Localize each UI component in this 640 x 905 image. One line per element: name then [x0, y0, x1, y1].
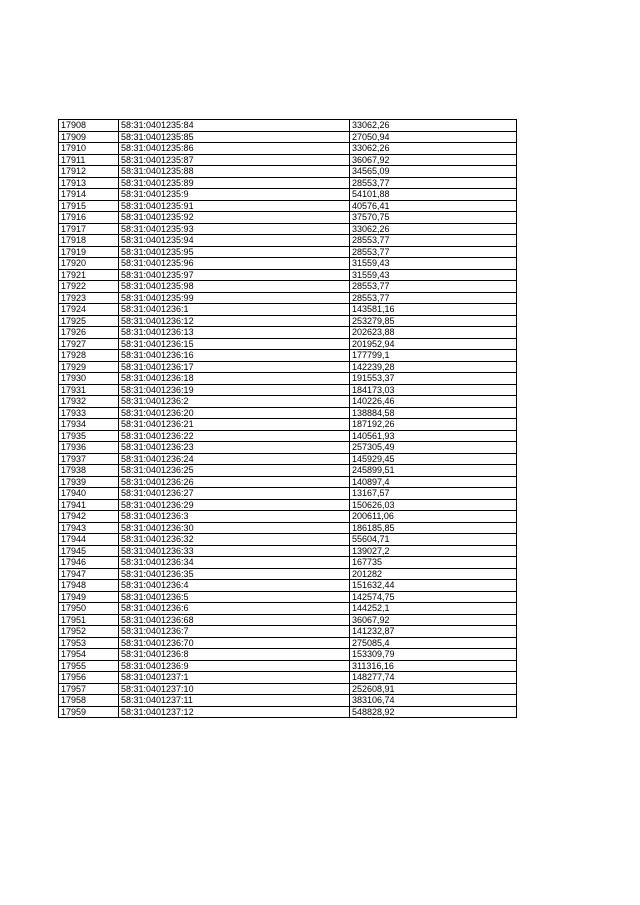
- row-number-cell: 17921: [59, 269, 119, 281]
- table-row: [59, 511, 517, 523]
- cadastral-number-cell: 58:31:0401236:25: [119, 465, 350, 477]
- value-cell: 31559,43: [350, 269, 517, 281]
- table-row: [59, 695, 517, 707]
- data-table: [58, 119, 517, 718]
- table-row: [59, 361, 517, 373]
- cadastral-number-cell: 58:31:0401237:11: [119, 695, 350, 707]
- row-number-cell: 17922: [59, 281, 119, 293]
- value-cell: 253279,85: [350, 315, 517, 327]
- table-row: [59, 591, 517, 603]
- table-row: [59, 626, 517, 638]
- value-cell: 33062,26: [350, 223, 517, 235]
- row-number-cell: 17913: [59, 177, 119, 189]
- table-row: [59, 373, 517, 385]
- cadastral-number-cell: 58:31:0401236:68: [119, 614, 350, 626]
- value-cell: 141232,87: [350, 626, 517, 638]
- value-cell: 28553,77: [350, 281, 517, 293]
- row-number-cell: 17954: [59, 649, 119, 661]
- cadastral-number-cell: 58:31:0401236:24: [119, 453, 350, 465]
- value-cell: 252608,91: [350, 683, 517, 695]
- row-number-cell: 17952: [59, 626, 119, 638]
- cadastral-number-cell: 58:31:0401236:34: [119, 557, 350, 569]
- value-cell: 191553,37: [350, 373, 517, 385]
- cadastral-number-cell: 58:31:0401236:3: [119, 511, 350, 523]
- row-number-cell: 17923: [59, 292, 119, 304]
- row-number-cell: 17948: [59, 580, 119, 592]
- table-row: [59, 649, 517, 661]
- row-number-cell: 17909: [59, 131, 119, 143]
- cadastral-number-cell: 58:31:0401235:88: [119, 166, 350, 178]
- table-row: [59, 499, 517, 511]
- cadastral-number-cell: 58:31:0401236:5: [119, 591, 350, 603]
- value-cell: 28553,77: [350, 292, 517, 304]
- cadastral-number-cell: 58:31:0401236:70: [119, 637, 350, 649]
- table-row: [59, 442, 517, 454]
- row-number-cell: 17951: [59, 614, 119, 626]
- cadastral-number-cell: 58:31:0401235:98: [119, 281, 350, 293]
- cadastral-number-cell: 58:31:0401236:6: [119, 603, 350, 615]
- row-number-cell: 17928: [59, 350, 119, 362]
- row-number-cell: 17949: [59, 591, 119, 603]
- value-cell: 153309,79: [350, 649, 517, 661]
- row-number-cell: 17916: [59, 212, 119, 224]
- cadastral-number-cell: 58:31:0401236:20: [119, 407, 350, 419]
- table-row: [59, 154, 517, 166]
- cadastral-number-cell: 58:31:0401235:96: [119, 258, 350, 270]
- table-row: [59, 200, 517, 212]
- row-number-cell: 17929: [59, 361, 119, 373]
- table-row: [59, 706, 517, 718]
- table-row: [59, 189, 517, 201]
- row-number-cell: 17944: [59, 534, 119, 546]
- value-cell: 142239,28: [350, 361, 517, 373]
- value-cell: 148277,74: [350, 672, 517, 684]
- table-body: [59, 120, 517, 718]
- table-row: [59, 304, 517, 316]
- row-number-cell: 17908: [59, 120, 119, 132]
- cadastral-number-cell: 58:31:0401236:29: [119, 499, 350, 511]
- value-cell: 140561,93: [350, 430, 517, 442]
- value-cell: 28553,77: [350, 177, 517, 189]
- value-cell: 167735: [350, 557, 517, 569]
- table-row: [59, 246, 517, 258]
- cadastral-number-cell: 58:31:0401235:93: [119, 223, 350, 235]
- value-cell: 311316,16: [350, 660, 517, 672]
- value-cell: 201282: [350, 568, 517, 580]
- cadastral-number-cell: 58:31:0401235:87: [119, 154, 350, 166]
- row-number-cell: 17955: [59, 660, 119, 672]
- table-row: [59, 338, 517, 350]
- value-cell: 36067,92: [350, 614, 517, 626]
- value-cell: 28553,77: [350, 235, 517, 247]
- row-number-cell: 17937: [59, 453, 119, 465]
- value-cell: 143581,16: [350, 304, 517, 316]
- value-cell: 383106,74: [350, 695, 517, 707]
- cadastral-number-cell: 58:31:0401236:30: [119, 522, 350, 534]
- table-row: [59, 603, 517, 615]
- table-row: [59, 453, 517, 465]
- cadastral-number-cell: 58:31:0401235:91: [119, 200, 350, 212]
- table-row: [59, 350, 517, 362]
- value-cell: 184173,03: [350, 384, 517, 396]
- table-row: [59, 419, 517, 431]
- value-cell: 31559,43: [350, 258, 517, 270]
- table-row: [59, 223, 517, 235]
- value-cell: 187192,26: [350, 419, 517, 431]
- value-cell: 144252,1: [350, 603, 517, 615]
- row-number-cell: 17935: [59, 430, 119, 442]
- cadastral-number-cell: 58:31:0401236:33: [119, 545, 350, 557]
- row-number-cell: 17941: [59, 499, 119, 511]
- row-number-cell: 17932: [59, 396, 119, 408]
- row-number-cell: 17936: [59, 442, 119, 454]
- row-number-cell: 17946: [59, 557, 119, 569]
- row-number-cell: 17958: [59, 695, 119, 707]
- value-cell: 138884,58: [350, 407, 517, 419]
- value-cell: 150626,03: [350, 499, 517, 511]
- value-cell: 33062,26: [350, 143, 517, 155]
- cadastral-number-cell: 58:31:0401235:86: [119, 143, 350, 155]
- table-row: [59, 407, 517, 419]
- cadastral-number-cell: 58:31:0401237:12: [119, 706, 350, 718]
- row-number-cell: 17912: [59, 166, 119, 178]
- value-cell: 54101,88: [350, 189, 517, 201]
- value-cell: 151632,44: [350, 580, 517, 592]
- table-row: [59, 430, 517, 442]
- table-row: [59, 131, 517, 143]
- cadastral-number-cell: 58:31:0401236:17: [119, 361, 350, 373]
- table-row: [59, 465, 517, 477]
- cadastral-number-cell: 58:31:0401236:16: [119, 350, 350, 362]
- row-number-cell: 17934: [59, 419, 119, 431]
- row-number-cell: 17938: [59, 465, 119, 477]
- cadastral-number-cell: 58:31:0401235:99: [119, 292, 350, 304]
- table-row: [59, 476, 517, 488]
- table-row: [59, 660, 517, 672]
- table-row: [59, 143, 517, 155]
- row-number-cell: 17930: [59, 373, 119, 385]
- value-cell: 33062,26: [350, 120, 517, 132]
- row-number-cell: 17920: [59, 258, 119, 270]
- table-row: [59, 614, 517, 626]
- cadastral-number-cell: 58:31:0401236:21: [119, 419, 350, 431]
- table-row: [59, 281, 517, 293]
- table-row: [59, 672, 517, 684]
- cadastral-number-cell: 58:31:0401235:94: [119, 235, 350, 247]
- value-cell: 202623,88: [350, 327, 517, 339]
- table-row: [59, 522, 517, 534]
- row-number-cell: 17931: [59, 384, 119, 396]
- value-cell: 36067,92: [350, 154, 517, 166]
- cadastral-number-cell: 58:31:0401236:22: [119, 430, 350, 442]
- row-number-cell: 17911: [59, 154, 119, 166]
- cadastral-number-cell: 58:31:0401236:26: [119, 476, 350, 488]
- cadastral-number-cell: 58:31:0401235:85: [119, 131, 350, 143]
- cadastral-number-cell: 58:31:0401235:97: [119, 269, 350, 281]
- row-number-cell: 17953: [59, 637, 119, 649]
- value-cell: 28553,77: [350, 246, 517, 258]
- value-cell: 548828,92: [350, 706, 517, 718]
- row-number-cell: 17926: [59, 327, 119, 339]
- value-cell: 34565,09: [350, 166, 517, 178]
- cadastral-number-cell: 58:31:0401236:13: [119, 327, 350, 339]
- row-number-cell: 17925: [59, 315, 119, 327]
- cadastral-number-cell: 58:31:0401235:84: [119, 120, 350, 132]
- table-row: [59, 568, 517, 580]
- table-row: [59, 327, 517, 339]
- table-row: [59, 177, 517, 189]
- row-number-cell: 17917: [59, 223, 119, 235]
- cadastral-number-cell: 58:31:0401236:32: [119, 534, 350, 546]
- table-row: [59, 557, 517, 569]
- row-number-cell: 17940: [59, 488, 119, 500]
- table-row: [59, 269, 517, 281]
- cadastral-number-cell: 58:31:0401237:10: [119, 683, 350, 695]
- value-cell: 245899,51: [350, 465, 517, 477]
- cadastral-number-cell: 58:31:0401236:19: [119, 384, 350, 396]
- row-number-cell: 17927: [59, 338, 119, 350]
- row-number-cell: 17915: [59, 200, 119, 212]
- cadastral-number-cell: 58:31:0401236:9: [119, 660, 350, 672]
- value-cell: 139027,2: [350, 545, 517, 557]
- value-cell: 40576,41: [350, 200, 517, 212]
- cadastral-number-cell: 58:31:0401235:95: [119, 246, 350, 258]
- table-row: [59, 258, 517, 270]
- value-cell: 257305,49: [350, 442, 517, 454]
- row-number-cell: 17914: [59, 189, 119, 201]
- value-cell: 142574,75: [350, 591, 517, 603]
- row-number-cell: 17939: [59, 476, 119, 488]
- value-cell: 140897,4: [350, 476, 517, 488]
- value-cell: 37570,75: [350, 212, 517, 224]
- cadastral-number-cell: 58:31:0401237:1: [119, 672, 350, 684]
- value-cell: 201952,94: [350, 338, 517, 350]
- table-row: [59, 315, 517, 327]
- row-number-cell: 17943: [59, 522, 119, 534]
- table-row: [59, 212, 517, 224]
- row-number-cell: 17956: [59, 672, 119, 684]
- table-row: [59, 637, 517, 649]
- table-row: [59, 292, 517, 304]
- cadastral-number-cell: 58:31:0401236:8: [119, 649, 350, 661]
- value-cell: 275085,4: [350, 637, 517, 649]
- table-row: [59, 120, 517, 132]
- value-cell: 145929,45: [350, 453, 517, 465]
- table-row: [59, 488, 517, 500]
- row-number-cell: 17947: [59, 568, 119, 580]
- row-number-cell: 17945: [59, 545, 119, 557]
- row-number-cell: 17919: [59, 246, 119, 258]
- table-row: [59, 545, 517, 557]
- table-row: [59, 235, 517, 247]
- cadastral-number-cell: 58:31:0401235:9: [119, 189, 350, 201]
- table-row: [59, 384, 517, 396]
- row-number-cell: 17957: [59, 683, 119, 695]
- row-number-cell: 17924: [59, 304, 119, 316]
- cadastral-number-cell: 58:31:0401236:23: [119, 442, 350, 454]
- cadastral-number-cell: 58:31:0401236:27: [119, 488, 350, 500]
- table-row: [59, 580, 517, 592]
- table-row: [59, 166, 517, 178]
- cadastral-number-cell: 58:31:0401236:2: [119, 396, 350, 408]
- table-row: [59, 683, 517, 695]
- value-cell: 27050,94: [350, 131, 517, 143]
- row-number-cell: 17942: [59, 511, 119, 523]
- row-number-cell: 17910: [59, 143, 119, 155]
- value-cell: 177799,1: [350, 350, 517, 362]
- cadastral-number-cell: 58:31:0401235:89: [119, 177, 350, 189]
- table-row: [59, 534, 517, 546]
- value-cell: 186185,85: [350, 522, 517, 534]
- value-cell: 140226,46: [350, 396, 517, 408]
- cadastral-number-cell: 58:31:0401235:92: [119, 212, 350, 224]
- cadastral-number-cell: 58:31:0401236:15: [119, 338, 350, 350]
- cadastral-number-cell: 58:31:0401236:35: [119, 568, 350, 580]
- cadastral-number-cell: 58:31:0401236:1: [119, 304, 350, 316]
- row-number-cell: 17918: [59, 235, 119, 247]
- cadastral-number-cell: 58:31:0401236:7: [119, 626, 350, 638]
- value-cell: 13167,57: [350, 488, 517, 500]
- value-cell: 200611,06: [350, 511, 517, 523]
- cadastral-number-cell: 58:31:0401236:18: [119, 373, 350, 385]
- table-row: [59, 396, 517, 408]
- cadastral-number-cell: 58:31:0401236:12: [119, 315, 350, 327]
- row-number-cell: 17950: [59, 603, 119, 615]
- row-number-cell: 17959: [59, 706, 119, 718]
- value-cell: 55604,71: [350, 534, 517, 546]
- cadastral-number-cell: 58:31:0401236:4: [119, 580, 350, 592]
- row-number-cell: 17933: [59, 407, 119, 419]
